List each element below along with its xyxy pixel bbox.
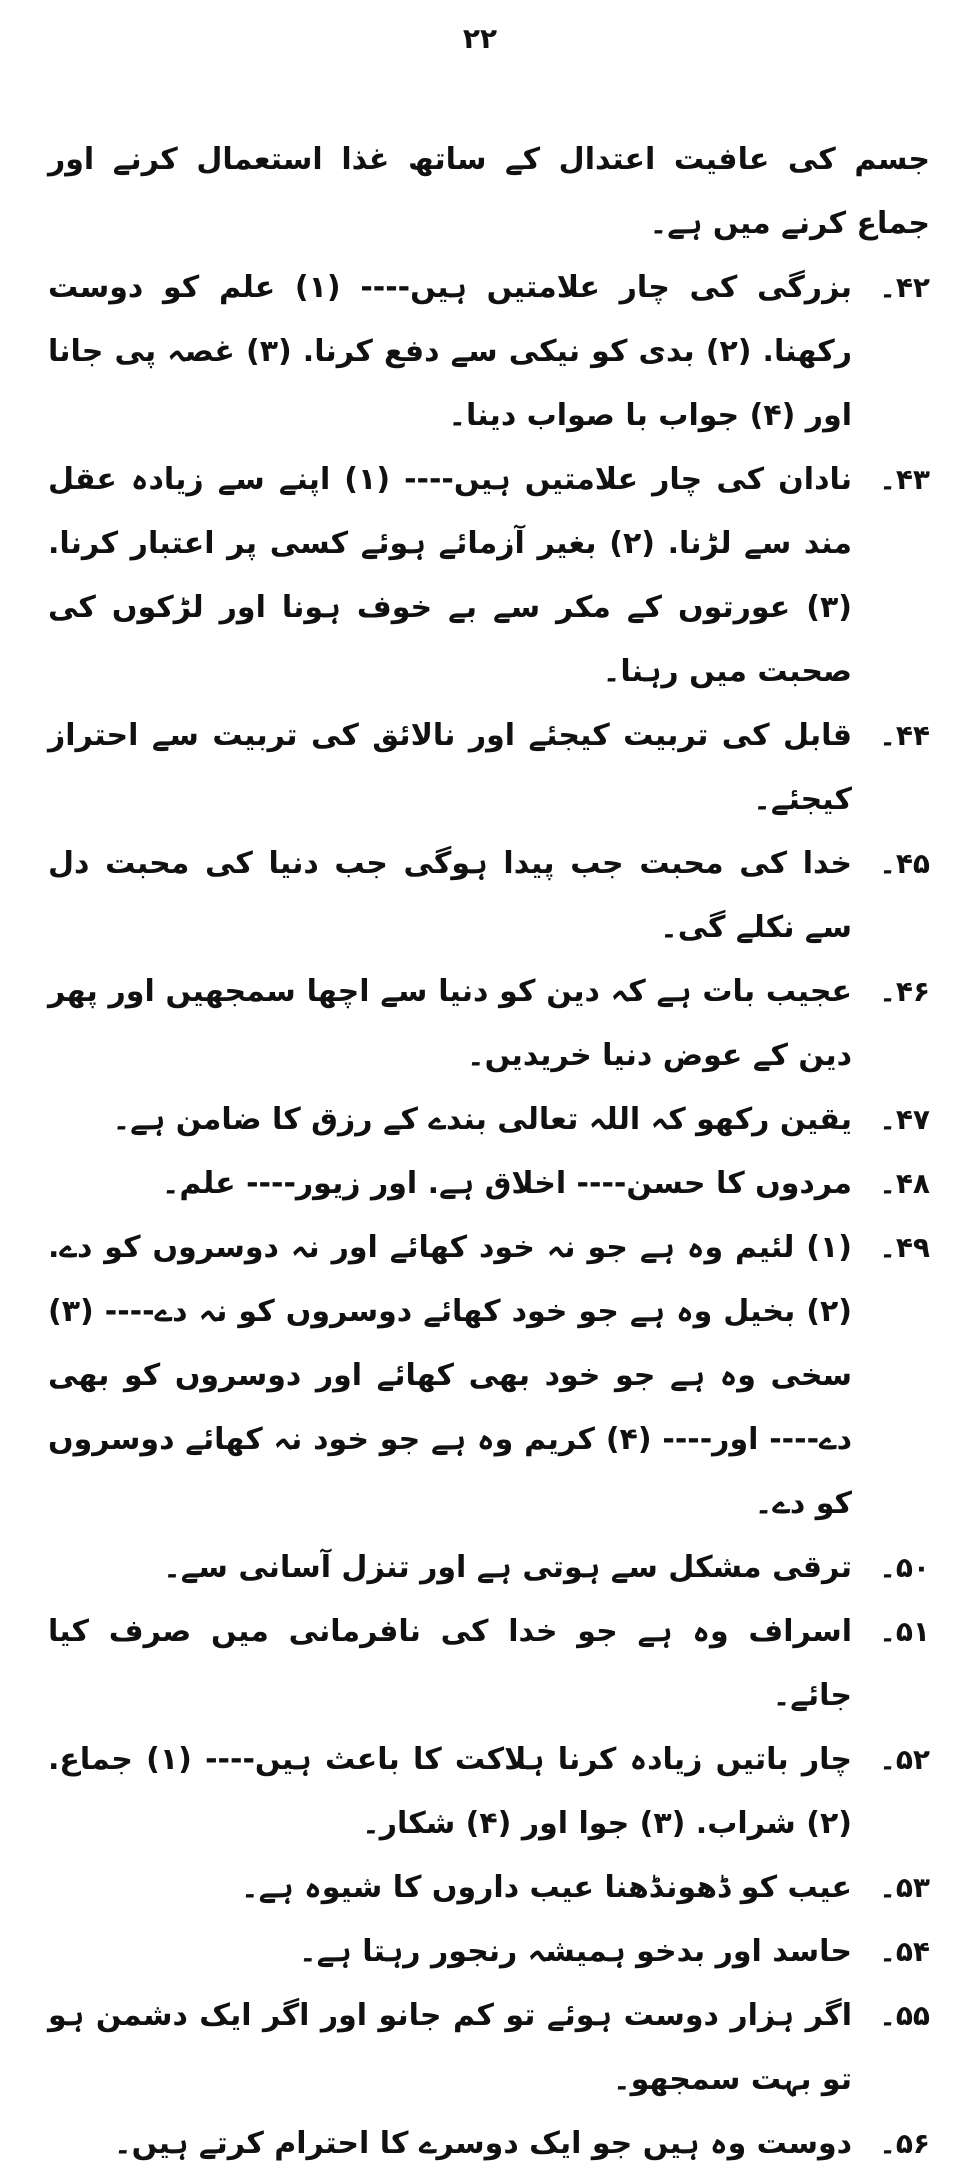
item-text: قابل کی تربیت کیجئے اور نالائق کی تربیت سے احتراز کیجئے۔ (48, 718, 852, 817)
item-text: چار باتیں زیادہ کرنا ہلاکت کا باعث ہیں---- (۱) جماع. (۲) شراب. (۳) جوا اور (۴) شکار۔ (48, 1742, 852, 1841)
item-text: ترقی مشکل سے ہوتی ہے اور تنزل آسانی سے۔ (163, 1550, 852, 1585)
item-text: خدا کی محبت جب پیدا ہوگی جب دنیا کی محبت دل سے نکلے گی۔ (48, 846, 852, 945)
item-number: ۴۹۔ (879, 1231, 930, 1264)
item-number: ۵۱۔ (879, 1615, 930, 1648)
numbered-item-51 (48, 1600, 930, 1728)
item-number: ۴۷۔ (879, 1103, 930, 1136)
item-number: ۴۶۔ (879, 975, 930, 1008)
item-number: ۵۳۔ (879, 1871, 930, 1904)
item-number: ۴۴۔ (879, 719, 930, 752)
item-number: ۴۳۔ (879, 463, 930, 496)
item-text: بزرگی کی چار علامتیں ہیں---- (۱) علم کو دوست رکھنا. (۲) بدی کو نیکی سے دفع کرنا. (۳) غصہ پی جانا اور (۴) جواب با صواب دینا۔ (48, 270, 852, 433)
numbered-item-42 (48, 256, 930, 448)
item-text: عجیب بات ہے کہ دین کو دنیا سے اچھا سمجھیں اور پھر دین کے عوض دنیا خریدیں۔ (48, 974, 852, 1073)
item-text: مردوں کا حسن---- اخلاق ہے. اور زیور---- علم۔ (161, 1166, 852, 1201)
numbered-item-45 (48, 832, 930, 960)
numbered-item-52 (48, 1728, 930, 1856)
numbered-item-47 (48, 1088, 930, 1152)
numbered-item-49 (48, 1216, 930, 1536)
page-content (48, 128, 930, 2176)
numbered-item-56 (48, 2112, 930, 2176)
numbered-item-43 (48, 448, 930, 704)
item-number: ۴۸۔ (879, 1167, 930, 1200)
item-text: دوست وہ ہیں جو ایک دوسرے کا احترام کرتے ہیں۔ (114, 2126, 852, 2161)
intro-paragraph: جسم کی عافیت اعتدال کے ساتھ غذا استعمال کرنے اور جماع کرنے میں ہے۔ (48, 142, 930, 241)
item-number: ۵۶۔ (879, 2127, 930, 2160)
item-text: یقین رکھو کہ اللہ تعالی بندے کے رزق کا ضامن ہے۔ (112, 1102, 852, 1137)
numbered-item-54 (48, 1920, 930, 1984)
item-number: ۴۵۔ (879, 847, 930, 880)
numbered-item-55 (48, 1984, 930, 2112)
numbered-item-50 (48, 1536, 930, 1600)
numbered-item-44 (48, 704, 930, 832)
item-number: ۵۴۔ (879, 1935, 930, 1968)
numbered-item-53 (48, 1856, 930, 1920)
item-text: (۱) لئیم وہ ہے جو نہ خود کھائے اور نہ دوسروں کو دے. (۲) بخیل وہ ہے جو خود کھائے دوسروں کو نہ دے---- (۳) سخی وہ ہے جو خود بھی کھائے اور دوسروں کو بھی دے---- اور---- (۴) کریم وہ ہے جو خود نہ کھائے دوسروں کو دے۔ (48, 1230, 852, 1521)
item-text: اسراف وہ ہے جو خدا کی نافرمانی میں صرف کیا جائے۔ (48, 1614, 852, 1713)
item-number: ۵۲۔ (879, 1743, 930, 1776)
numbered-item-46 (48, 960, 930, 1088)
item-text: اگر ہزار دوست ہوئے تو کم جانو اور اگر ایک دشمن ہو تو بہت سمجھو۔ (48, 1998, 852, 2097)
item-text: عیب کو ڈھونڈھنا عیب داروں کا شیوہ ہے۔ (240, 1870, 852, 1905)
numbered-item-48 (48, 1152, 930, 1216)
item-number: ۴۲۔ (879, 271, 930, 304)
item-number: ۵۵۔ (879, 1999, 930, 2032)
item-text: حاسد اور بدخو ہمیشہ رنجور رہتا ہے۔ (299, 1934, 852, 1969)
item-number: ۵۰۔ (879, 1551, 930, 1584)
item-text: نادان کی چار علامتیں ہیں---- (۱) اپنے سے زیادہ عقل مند سے لڑنا. (۲) بغیر آزمائے ہوئے کسی پر اعتبار کرنا. (۳) عورتوں کے مکر سے بے خوف ہونا اور لڑکوں کی صحبت میں رہنا۔ (48, 462, 852, 689)
page-number: ۲۲ (462, 22, 498, 55)
